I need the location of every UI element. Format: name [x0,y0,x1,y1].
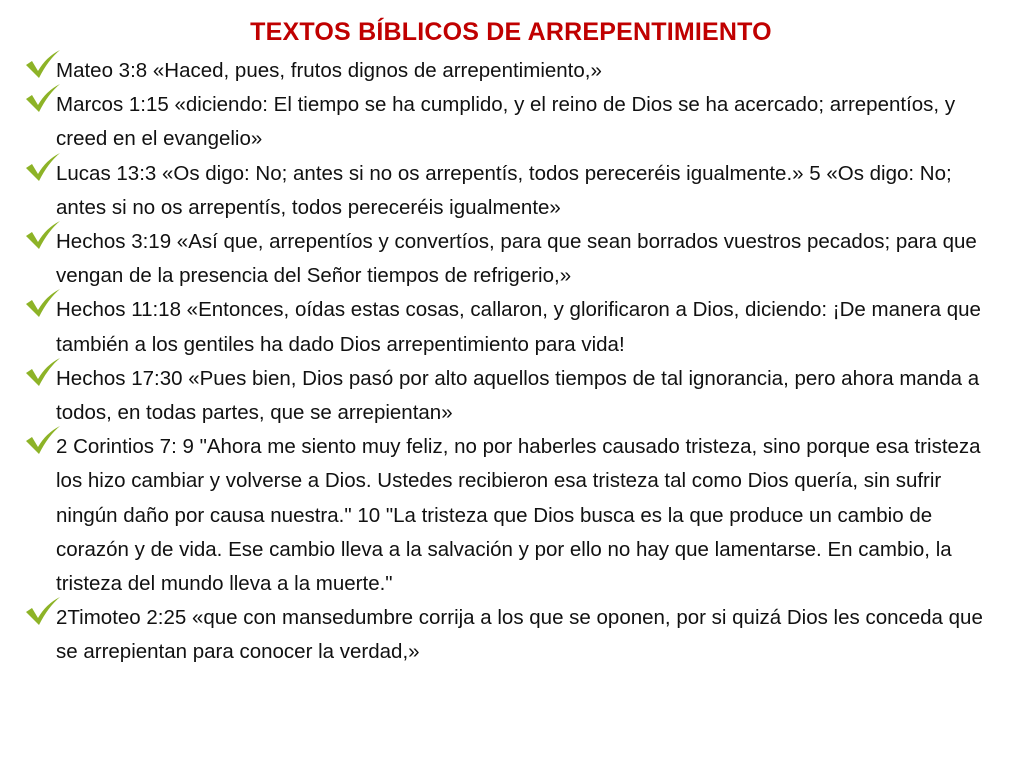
checkmark-icon [24,595,62,627]
verse-item [18,293,984,361]
verse-list [18,54,984,670]
checkmark-icon [24,424,62,456]
verse-item [18,362,984,430]
verse-text: 2Timoteo 2:25 «que con mansedumbre corrija a los que se oponen, por si quizá Dios les conceda que se arrepientan para conocer la verdad,» [56,606,983,664]
verse-item [18,88,984,156]
verse-item [18,54,984,88]
verse-text: Hechos 3:19 «Así que, arrepentíos y convertíos, para que sean borrados vuestros pecados; para que vengan de la presencia del Señor tiempos de refrigerio,» [56,230,977,288]
slide-title: TEXTOS BÍBLICOS DE ARREPENTIMIENTO [250,18,772,46]
verse-text: Hechos 17:30 «Pues bien, Dios pasó por alto aquellos tiempos de tal ignorancia, pero ahora manda a todos, en todas partes, que se arrepientan» [56,366,980,425]
checkmark-icon [24,219,62,251]
verse-text: Mateo 3:8 «Haced, pues, frutos dignos de arrepentimiento,» [56,59,602,82]
checkmark-icon [24,287,62,319]
checkmark-icon [24,48,62,80]
verse-item [18,157,984,225]
verse-item [18,601,984,669]
checkmark-icon [24,356,62,388]
verse-text: Lucas 13:3 «Os digo: No; antes si no os arrepentís, todos pereceréis igualmente.» 5 «Os digo: No; antes si no os arrepentís, todos pereceréis igualmente» [56,161,952,219]
verse-text: Hechos 11:18 «Entonces, oídas estas cosas, callaron, y glorificaron a Dios, diciendo: ¡De manera que también a los gentiles ha dado Dios arrepentimiento para vida! [56,298,981,356]
verse-item [18,430,984,601]
verse-item [18,225,984,293]
checkmark-icon [24,151,62,183]
verse-text: 2 Corintios 7: 9 "Ahora me siento muy feliz, no por haberles causado tristeza, sino porque esa tristeza los hizo cambiar y volverse a Dios. Ustedes recibieron esa tristeza tal como Dios quería, sin sufrir ningún daño por causa nuestra." 10 "La tristeza que Dios busca es la que produce un cambio de corazón y de vida. Ese cambio lleva a la salvación y por ello no hay que lamentarse. En cambio, la tristeza del mundo lleva a la muerte." [56,435,981,596]
checkmark-icon [24,82,62,114]
verse-text: Marcos 1:15 «diciendo: El tiempo se ha cumplido, y el reino de Dios se ha acercado; arrepentíos, y creed en el evangelio» [56,93,956,151]
